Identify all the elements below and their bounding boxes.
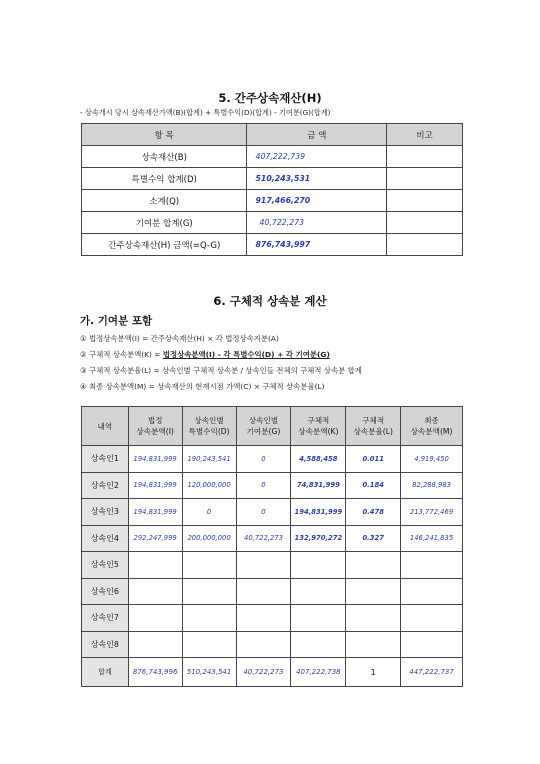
row-value: 917,466,270 — [247, 190, 387, 212]
table-row — [82, 578, 463, 605]
table-cell: 194,831,999 — [128, 446, 182, 473]
table-cell: 190,243,541 — [182, 446, 236, 473]
table-cell — [128, 552, 182, 579]
section5-table — [81, 123, 463, 256]
header-remark: 비고 — [387, 124, 463, 146]
table-cell: 0 — [182, 499, 236, 526]
rule-1: ① 법정상속분액(I) = 간주상속재산(H) × 각 법정상속지분(A) — [80, 334, 279, 343]
table-row — [82, 146, 463, 168]
table-cell: 120,000,000 — [182, 472, 236, 499]
section5-note: - 상속개시 당시 상속재산가액(B)(합계) + 특별수익(D)(합계) - 기여분(G)(합계) — [80, 108, 331, 117]
table-cell: 132,970,272 — [291, 525, 346, 552]
header-amount: 금 액 — [247, 124, 387, 146]
row-value: 510,243,531 — [247, 168, 387, 190]
table-cell: 0 — [236, 472, 291, 499]
table-row — [82, 499, 463, 526]
table-cell — [346, 578, 401, 605]
row-remark — [387, 190, 463, 212]
header-cell: 구체적 상속분액(K) — [291, 407, 346, 446]
heir-label: 상속인7 — [82, 605, 129, 632]
rule-2: ② 구체적 상속분액(K) = 법정상속분액(I) - 각 특별수익(D) + 각 기여분(G) — [80, 350, 330, 359]
table-row — [82, 525, 463, 552]
table-cell — [128, 631, 182, 658]
table-cell — [236, 552, 291, 579]
table-cell: 82,288,983 — [401, 472, 463, 499]
row-label: 간주상속재산(H) 금액(=Q-G) — [82, 234, 247, 256]
row-remark — [387, 146, 463, 168]
table-cell — [128, 605, 182, 632]
table-cell — [182, 578, 236, 605]
table-row — [82, 234, 463, 256]
heir-label: 상속인1 — [82, 446, 129, 473]
table-cell: 0 — [236, 499, 291, 526]
table-cell — [182, 631, 236, 658]
table-cell — [182, 605, 236, 632]
table-cell: 194,831,999 — [291, 499, 346, 526]
table-cell: 213,772,469 — [401, 499, 463, 526]
table-cell: 200,000,000 — [182, 525, 236, 552]
table-cell — [346, 552, 401, 579]
row-label: 상속재산(B) — [82, 146, 247, 168]
table-cell — [291, 605, 346, 632]
row-remark — [387, 212, 463, 234]
table-cell: 292,247,999 — [128, 525, 182, 552]
row-value: 407,222,739 — [247, 146, 387, 168]
table-row — [82, 552, 463, 579]
section5-title: 5. 간주상속재산(H) — [218, 91, 322, 105]
table-cell — [401, 578, 463, 605]
table-header-row — [82, 407, 463, 446]
total-cell: 510,243,541 — [182, 658, 236, 687]
table-row — [82, 631, 463, 658]
table-cell — [182, 552, 236, 579]
table-cell — [128, 578, 182, 605]
table-cell: 194,831,999 — [128, 499, 182, 526]
heir-label: 상속인3 — [82, 499, 129, 526]
table-cell — [236, 605, 291, 632]
table-row — [82, 605, 463, 632]
total-label: 합계 — [82, 658, 129, 687]
section6-table — [81, 406, 463, 687]
row-label: 기여분 합계(G) — [82, 212, 247, 234]
row-remark — [387, 168, 463, 190]
heir-label: 상속인2 — [82, 472, 129, 499]
table-cell — [346, 605, 401, 632]
table-cell: 146,241,835 — [401, 525, 463, 552]
heir-label: 상속인8 — [82, 631, 129, 658]
header-cell: 상속인별 특별수익(D) — [182, 407, 236, 446]
table-cell: 4,919,450 — [401, 446, 463, 473]
total-cell: 40,722,273 — [236, 658, 291, 687]
table-cell: 194,831,999 — [128, 472, 182, 499]
header-cell: 법정 상속분액(I) — [128, 407, 182, 446]
table-row — [82, 168, 463, 190]
table-cell — [291, 578, 346, 605]
total-cell: 447,222,737 — [401, 658, 463, 687]
table-cell: 4,588,458 — [291, 446, 346, 473]
header-cell: 구체적 상속분율(L) — [346, 407, 401, 446]
table-cell — [291, 552, 346, 579]
total-cell: 407,222,738 — [291, 658, 346, 687]
row-label: 소계(Q) — [82, 190, 247, 212]
table-row — [82, 446, 463, 473]
table-cell — [236, 631, 291, 658]
table-row — [82, 472, 463, 499]
header-cell: 상속인별 기여분(G) — [236, 407, 291, 446]
heir-label: 상속인6 — [82, 578, 129, 605]
table-cell — [346, 631, 401, 658]
heir-label: 상속인4 — [82, 525, 129, 552]
heir-label: 상속인5 — [82, 552, 129, 579]
total-row — [82, 658, 463, 687]
table-cell — [236, 578, 291, 605]
header-cell: 내역 — [82, 407, 129, 446]
row-value: 876,743,997 — [247, 234, 387, 256]
table-cell: 0.478 — [346, 499, 401, 526]
header-cell: 최종 상속분액(M) — [401, 407, 463, 446]
section6-title: 6. 구체적 상속분 계산 — [213, 294, 327, 308]
table-row — [82, 190, 463, 212]
table-cell: 0.011 — [346, 446, 401, 473]
table-cell: 0 — [236, 446, 291, 473]
table-cell: 0.184 — [346, 472, 401, 499]
table-cell: 40,722,273 — [236, 525, 291, 552]
total-cell: 876,743,996 — [128, 658, 182, 687]
table-cell: 74,831,999 — [291, 472, 346, 499]
table-row — [82, 212, 463, 234]
table-cell: 0.327 — [346, 525, 401, 552]
rule-3: ③ 구체적 상속분율(L) = 상속인별 구체적 상속분 / 상속인들 전체의 구체적 상속분 합계 — [80, 366, 362, 375]
section6-subtitle: 가. 기여분 포함 — [80, 315, 153, 327]
rule-2-emphasis: 법정상속분액(I) - 각 특별수익(D) + 각 기여분(G) — [162, 350, 330, 359]
row-remark — [387, 234, 463, 256]
table-header-row — [82, 124, 463, 146]
total-cell: 1 — [346, 658, 401, 687]
table-cell — [401, 605, 463, 632]
table-cell — [401, 631, 463, 658]
header-item: 항 목 — [82, 124, 247, 146]
row-label: 특별수익 합계(D) — [82, 168, 247, 190]
rule-4: ④ 최종 상속분액(M) = 상속재산의 현재시점 가액(C) × 구체적 상속분율(L) — [80, 382, 325, 391]
table-cell — [401, 552, 463, 579]
row-value: 40,722,273 — [247, 212, 387, 234]
table-cell — [291, 631, 346, 658]
